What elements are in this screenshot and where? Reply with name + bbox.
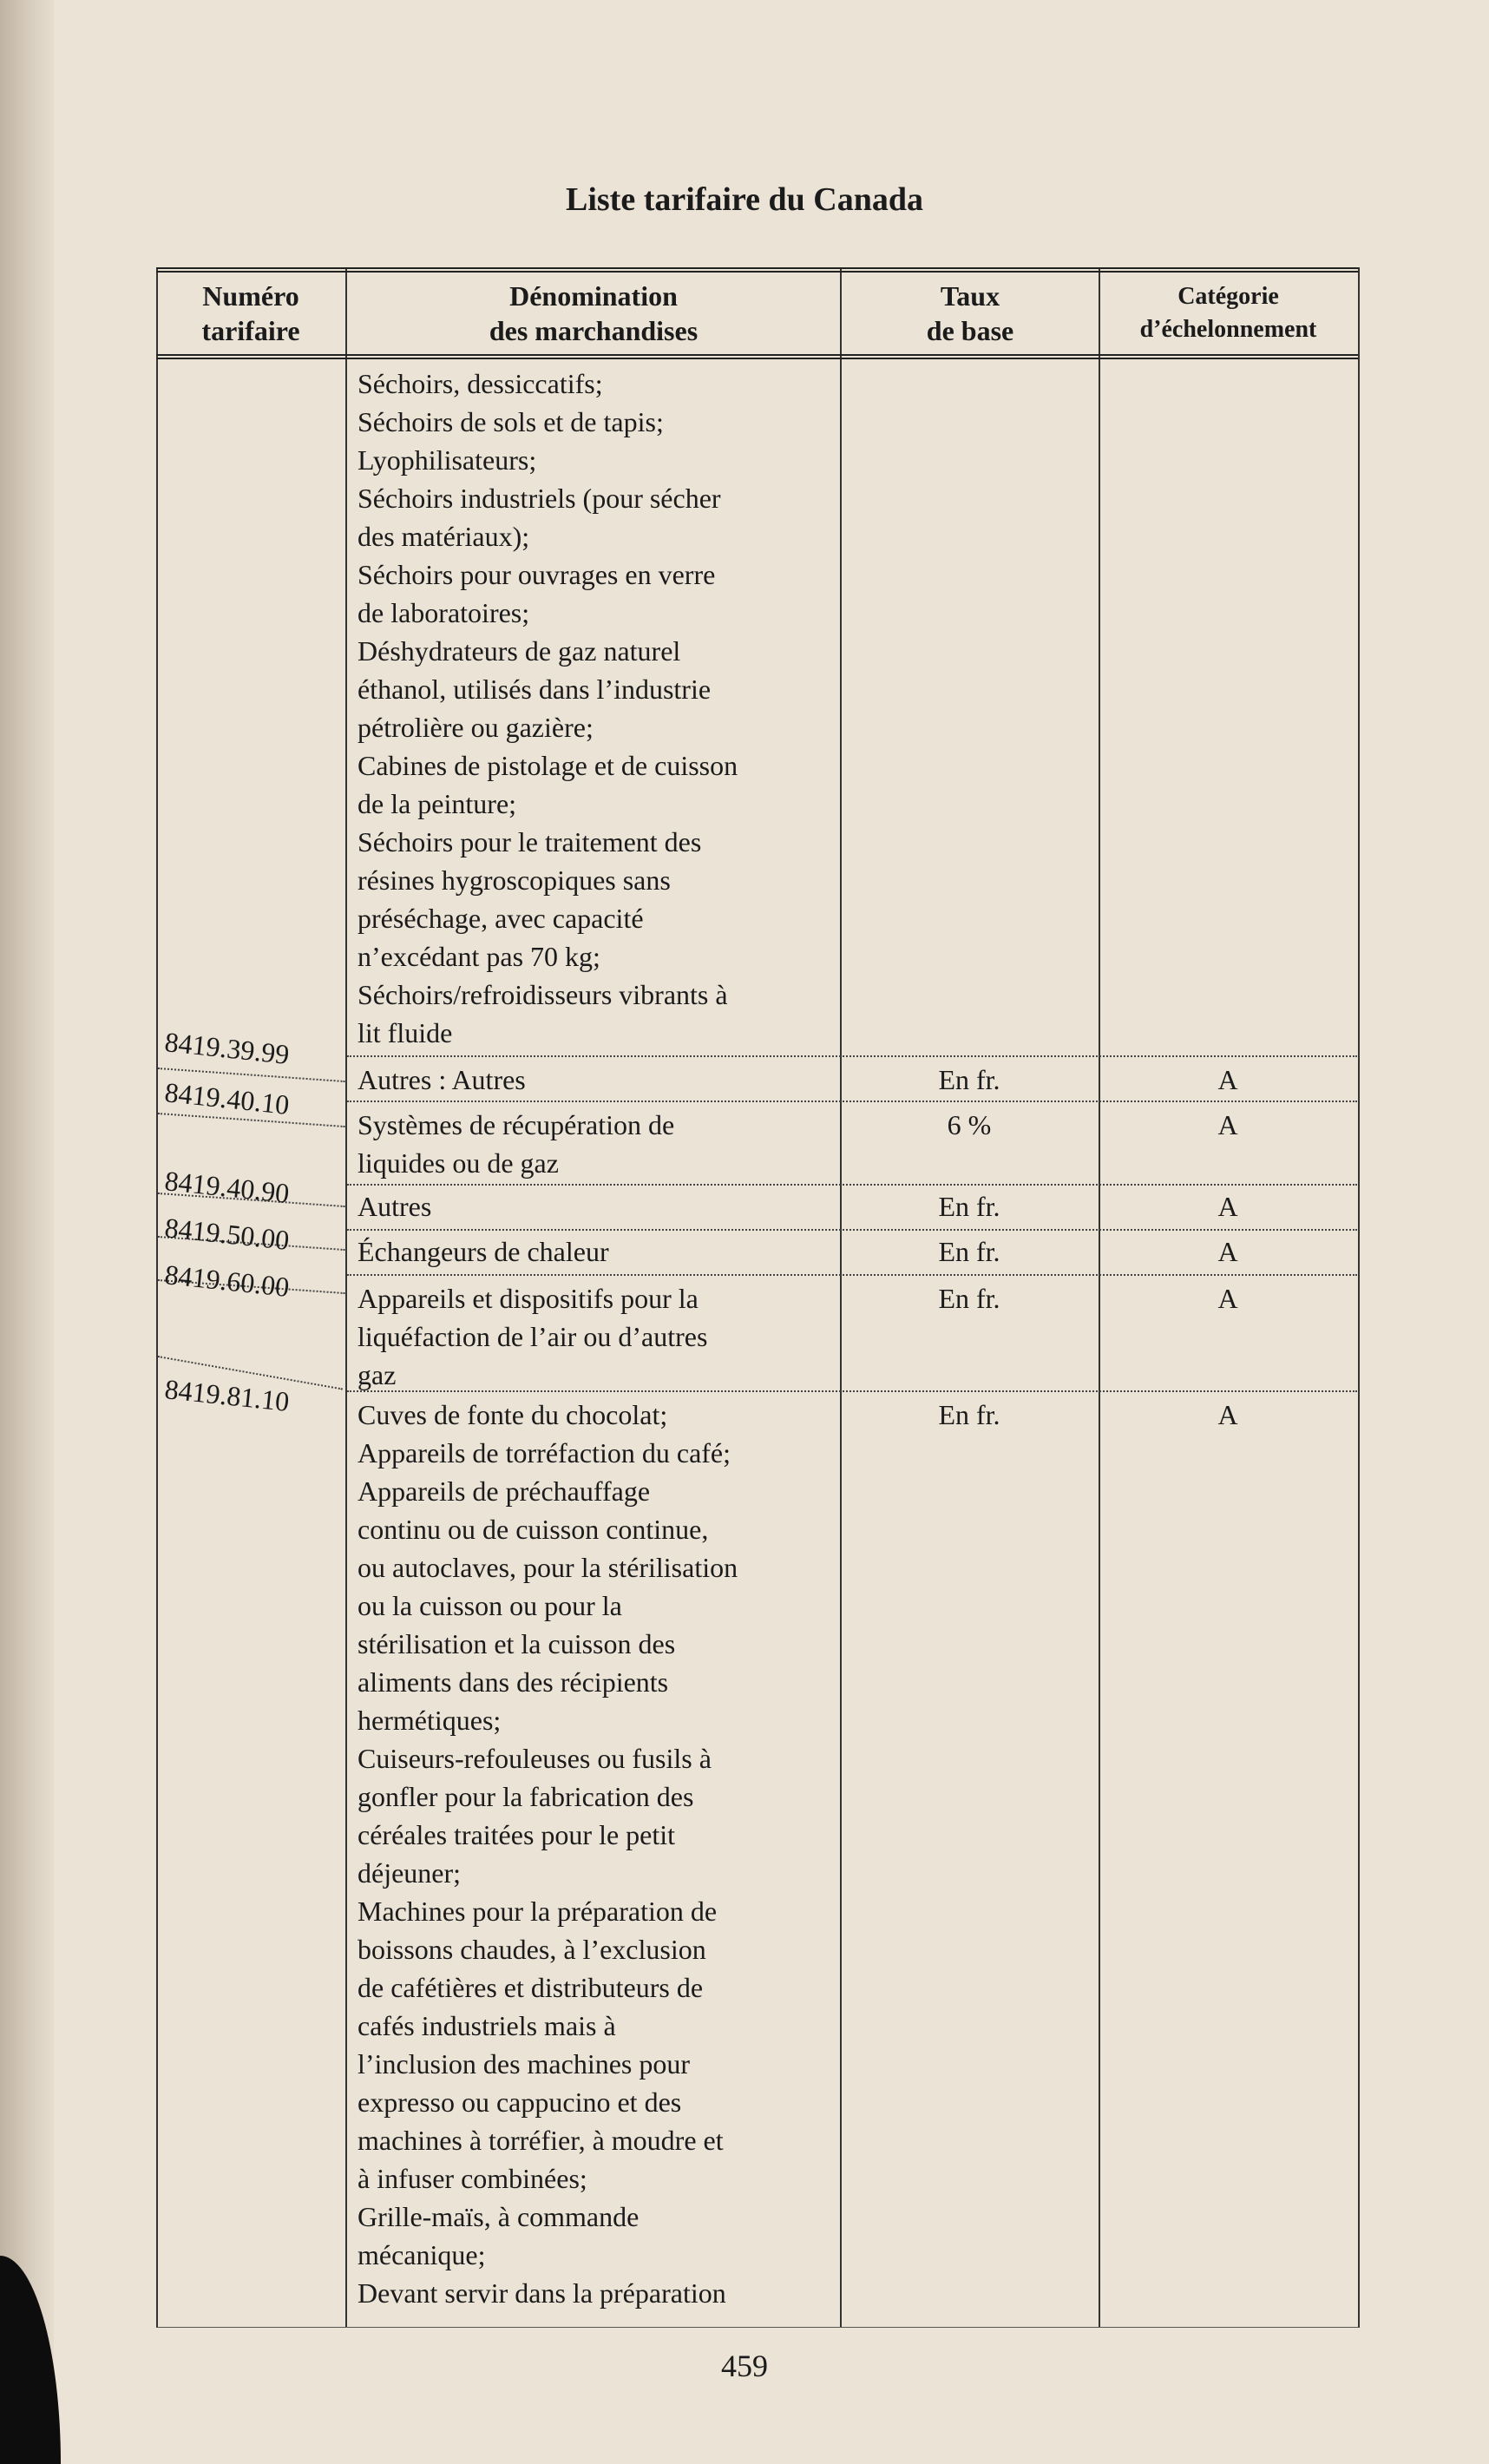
row-3-category: A <box>1217 1191 1238 1222</box>
desc-line: Appareils de préchauffage <box>357 1475 651 1507</box>
book-spine-edge <box>0 0 54 2464</box>
desc-line: Cabines de pistolage et de cuisson <box>357 750 738 781</box>
tariff-code: 8419.40.10 <box>163 1076 292 1120</box>
desc-line: Séchoirs de sols et de tapis; <box>357 406 664 437</box>
desc-line: de cafétières et distributeurs de <box>357 1972 704 2003</box>
desc-line: Cuiseurs-refouleuses ou fusils à <box>357 1743 712 1774</box>
tariff-code: 8419.40.90 <box>163 1165 292 1209</box>
row-0-description <box>357 365 826 1052</box>
desc-line: résines hygroscopiques sans <box>357 864 671 896</box>
page-title: Liste tarifaire du Canada <box>565 181 924 218</box>
header-denomination-line2: des marchandises <box>489 315 699 346</box>
desc-line: liquéfaction de l’air ou d’autres <box>357 1321 708 1352</box>
desc-line: aliments dans des récipients <box>357 1666 669 1698</box>
row-2-rate: 6 % <box>947 1109 992 1140</box>
desc-line: Séchoirs industriels (pour sécher <box>357 483 721 514</box>
table-header <box>156 267 1358 359</box>
desc-line: ou la cuisson ou pour la <box>357 1590 622 1621</box>
header-numero <box>156 273 345 354</box>
desc-line: pétrolière ou gazière; <box>357 712 594 743</box>
desc-line: Cuves de fonte du chocolat; <box>357 1399 668 1430</box>
header-taux-line2: de base <box>926 315 1014 346</box>
header-categorie-line2: d’échelonnement <box>1139 316 1317 343</box>
column-divider <box>1099 267 1100 2327</box>
desc-line: de laboratoires; <box>357 597 530 628</box>
header-taux-line1: Taux <box>940 280 1000 312</box>
row-separator <box>347 1055 1357 1057</box>
desc-line: Grille-maïs, à commande <box>357 2201 640 2232</box>
desc-line: éthanol, utilisés dans l’industrie <box>357 673 712 705</box>
desc-line: Appareils de torréfaction du café; <box>357 1437 731 1469</box>
desc-line: Séchoirs pour le traitement des <box>357 826 702 857</box>
header-denomination-line1: Dénomination <box>509 280 678 312</box>
desc-line: ou autoclaves, pour la stérilisation <box>357 1552 738 1583</box>
column-divider <box>345 267 347 2327</box>
row-separator <box>347 1101 1357 1102</box>
desc-line: à infuser combinées; <box>357 2163 587 2194</box>
row-1-rate: En fr. <box>938 1064 1000 1095</box>
row-2-description <box>357 1106 826 1182</box>
tariff-code: 8419.50.00 <box>163 1212 292 1256</box>
desc-line: Machines pour la préparation de <box>357 1896 718 1927</box>
desc-line: Échangeurs de chaleur <box>357 1236 609 1267</box>
desc-line: stérilisation et la cuisson des <box>357 1628 676 1659</box>
desc-line: Systèmes de récupération de <box>357 1109 675 1140</box>
desc-line: Devant servir dans la préparation <box>357 2277 726 2309</box>
desc-line: l’inclusion des machines pour <box>357 2048 691 2080</box>
row-3-rate: En fr. <box>938 1191 1000 1222</box>
desc-line: déjeuner; <box>357 1857 462 1889</box>
desc-line: lit fluide <box>357 1017 453 1048</box>
row-5-rate: En fr. <box>938 1283 1000 1314</box>
desc-line: Séchoirs pour ouvrages en verre <box>357 559 716 590</box>
desc-line: Autres : Autres <box>357 1064 526 1095</box>
row-separator <box>347 1184 1357 1186</box>
desc-line: préséchage, avec capacité <box>357 903 644 934</box>
desc-line: céréales traitées pour le petit <box>357 1819 676 1850</box>
row-4-description <box>357 1232 826 1271</box>
row-3-description <box>357 1187 826 1225</box>
row-1-description <box>357 1061 826 1099</box>
column-divider <box>840 267 842 2327</box>
header-denomination <box>347 273 840 354</box>
header-taux <box>842 273 1099 354</box>
desc-line: hermétiques; <box>357 1705 502 1736</box>
tariff-code: 8419.81.10 <box>163 1373 292 1417</box>
row-1-category: A <box>1217 1064 1238 1095</box>
row-6-category: A <box>1217 1399 1238 1430</box>
desc-line: machines à torréfier, à moudre et <box>357 2125 724 2156</box>
row-4-rate: En fr. <box>938 1236 1000 1267</box>
tariff-code: 8419.60.00 <box>163 1258 292 1303</box>
row-separator <box>347 1229 1357 1231</box>
row-5-description <box>357 1279 826 1394</box>
desc-line: gonfler pour la fabrication des <box>357 1781 694 1812</box>
row-2-category: A <box>1217 1109 1238 1140</box>
row-separator <box>347 1274 1357 1276</box>
page-number: 459 <box>721 2349 768 2383</box>
header-categorie-line1: Catégorie <box>1177 283 1279 310</box>
row-separator <box>347 1390 1357 1392</box>
desc-line: Autres <box>357 1191 432 1222</box>
desc-line: des matériaux); <box>357 521 530 552</box>
desc-line: Séchoirs, dessiccatifs; <box>357 368 603 399</box>
desc-line: continu ou de cuisson continue, <box>357 1514 709 1545</box>
row-6-description <box>357 1396 826 2312</box>
desc-line: cafés industriels mais à <box>357 2010 616 2041</box>
desc-line: gaz <box>357 1359 397 1390</box>
row-5-category: A <box>1217 1283 1238 1314</box>
desc-line: Séchoirs/refroidisseurs vibrants à <box>357 979 728 1010</box>
desc-line: n’excédant pas 70 kg; <box>357 941 600 972</box>
desc-line: mécanique; <box>357 2239 486 2270</box>
header-numero-line1: Numéro <box>202 280 299 312</box>
desc-line: boissons chaudes, à l’exclusion <box>357 1934 706 1965</box>
desc-line: Appareils et dispositifs pour la <box>357 1283 699 1314</box>
header-numero-line2: tarifaire <box>201 315 300 346</box>
desc-line: Lyophilisateurs; <box>357 444 537 476</box>
desc-line: de la peinture; <box>357 788 517 819</box>
desc-line: Déshydrateurs de gaz naturel <box>357 635 681 667</box>
tariff-code: 8419.39.99 <box>163 1026 292 1070</box>
desc-line: expresso ou cappucino et des <box>357 2086 682 2118</box>
row-4-category: A <box>1217 1236 1238 1267</box>
row-6-rate: En fr. <box>938 1399 1000 1430</box>
header-categorie <box>1100 273 1356 354</box>
desc-line: liquides ou de gaz <box>357 1147 559 1179</box>
